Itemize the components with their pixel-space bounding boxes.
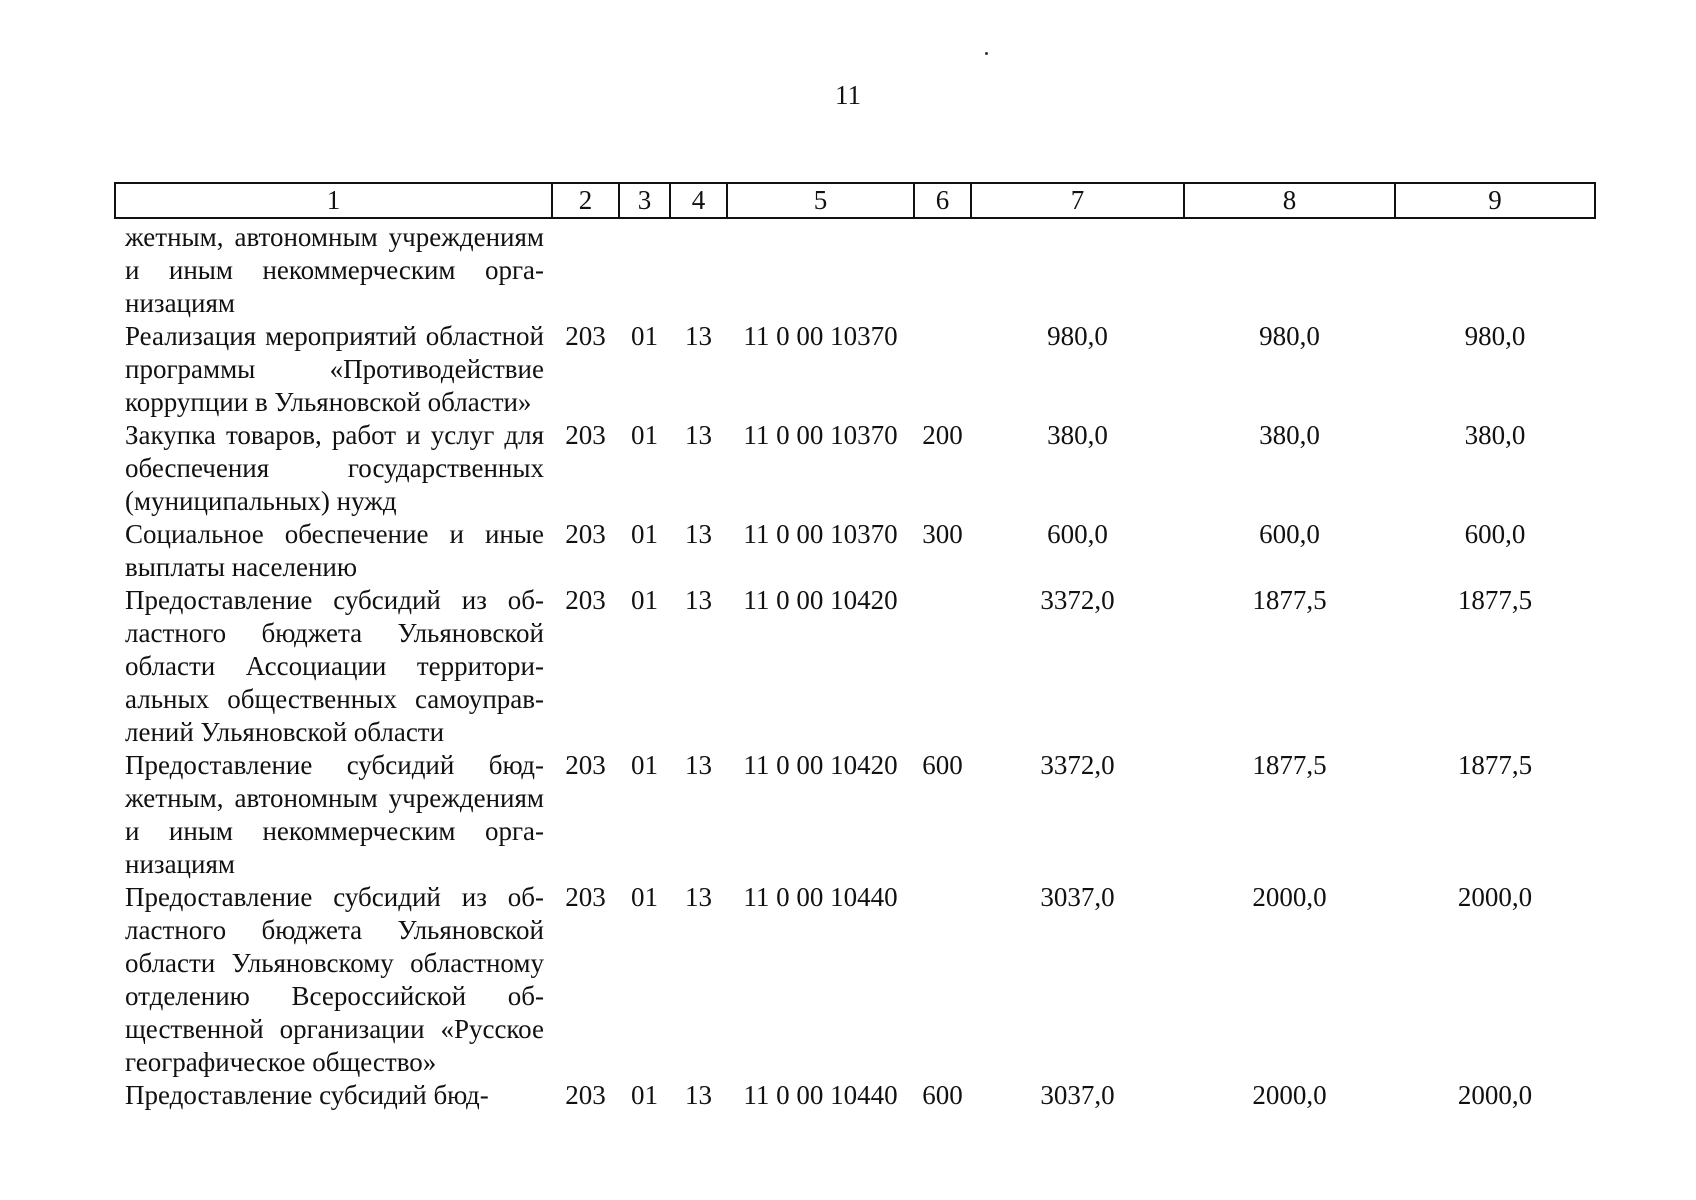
row-description: Предоставление субсидий бюд- [125,1080,489,1110]
table-body [115,218,1595,1112]
table-row [115,749,1595,881]
row-ministry-code [552,218,619,320]
row-amount-col8: 2000,0 [1252,882,1327,912]
row-expense-type [914,584,971,749]
row-amount-col7: 3037,0 [1040,1080,1115,1110]
row-expense-type: 300 [922,519,963,549]
page-number: 11 [835,80,861,110]
column-header-1: 1 [115,183,552,218]
row-subsection-code [670,218,727,320]
header-row [115,183,1595,218]
row-description: жетным, автономным учреждениям и иным некоммерческим организациям [125,222,544,318]
row-subsection-code: 13 [685,1080,712,1110]
column-header-7: 7 [971,183,1184,218]
row-amount-col8 [1184,218,1395,320]
table-row [115,320,1595,419]
row-description: Предоставление субсидий из областного бюджета Ульяновской области Ассоциации территориальных общественных самоуправлений Ульяновской области [125,585,544,747]
table-row [115,881,1595,1079]
row-section-code: 01 [631,1080,658,1110]
row-expense-type [914,320,971,419]
row-amount-col7: 3372,0 [1040,585,1115,615]
row-amount-col9: 600,0 [1464,519,1526,549]
row-amount-col7: 600,0 [1047,519,1108,549]
row-ministry-code: 203 [565,585,606,615]
row-subsection-code: 13 [685,750,712,780]
column-header-2: 2 [552,183,619,218]
row-description: Закупка товаров, работ и услуг для обеспечения государственных (муниципальных) нужд [125,420,544,516]
row-subsection-code: 13 [685,585,712,615]
row-amount-col9: 380,0 [1464,420,1526,450]
row-amount-col8: 380,0 [1259,420,1320,450]
row-subsection-code: 13 [685,519,712,549]
row-target-article: 11 0 00 10370 [743,321,898,351]
scan-speck [985,52,988,55]
row-expense-type: 200 [922,420,963,450]
table-header [115,183,1595,218]
row-amount-col8: 600,0 [1259,519,1320,549]
row-amount-col7: 980,0 [1047,321,1108,351]
row-section-code: 01 [631,420,658,450]
row-section-code: 01 [631,585,658,615]
row-subsection-code: 13 [685,882,712,912]
row-section-code: 01 [631,882,658,912]
row-amount-col8: 980,0 [1259,321,1320,351]
row-ministry-code: 203 [565,321,606,351]
row-amount-col9: 2000,0 [1457,882,1533,912]
table-row [115,584,1595,749]
budget-table [114,182,1596,1112]
row-amount-col9: 1877,5 [1457,585,1533,615]
row-target-article: 11 0 00 10440 [743,882,898,912]
row-amount-col9 [1395,218,1595,320]
column-header-8: 8 [1184,183,1395,218]
row-amount-col7: 3037,0 [1040,882,1115,912]
row-section-code: 01 [631,750,658,780]
row-expense-type [914,881,971,1079]
row-section-code: 01 [631,321,658,351]
row-amount-col9: 980,0 [1464,321,1526,351]
row-description: Предоставление субсидий бюджетным, автономным учреждениям и иным некоммерческим организациям [125,750,544,879]
row-amount-col8: 1877,5 [1252,585,1327,615]
row-target-article [727,218,914,320]
row-subsection-code: 13 [685,420,712,450]
row-ministry-code: 203 [565,882,606,912]
column-header-5: 5 [727,183,914,218]
row-description: Социальное обеспечение и иные выплаты населению [125,519,544,582]
row-target-article: 11 0 00 10370 [743,420,898,450]
row-amount-col8: 2000,0 [1252,1080,1327,1110]
table-row [115,518,1595,584]
row-target-article: 11 0 00 10420 [743,750,898,780]
row-target-article: 11 0 00 10370 [743,519,898,549]
row-amount-col7 [971,218,1184,320]
row-section-code: 01 [631,519,658,549]
row-description: Предоставление субсидий из областного бюджета Ульяновской области Ульяновскому областному отделению Всероссийской общественной организации «Русское географическое общество» [125,882,544,1077]
column-header-6: 6 [914,183,971,218]
row-target-article: 11 0 00 10440 [743,1080,898,1110]
table-row [115,419,1595,518]
table-row [115,1079,1595,1112]
column-header-9: 9 [1395,183,1595,218]
row-ministry-code: 203 [565,1080,606,1110]
row-target-article: 11 0 00 10420 [743,585,898,615]
row-amount-col7: 3372,0 [1040,750,1115,780]
table-row [115,218,1595,320]
row-expense-type [914,218,971,320]
row-ministry-code: 203 [565,519,606,549]
row-description: Реализация мероприятий областной программы «Противодействие коррупции в Ульяновской области» [125,321,544,417]
row-ministry-code: 203 [565,750,606,780]
column-header-4: 4 [670,183,727,218]
row-subsection-code: 13 [685,321,712,351]
row-ministry-code: 203 [565,420,606,450]
row-expense-type: 600 [922,1080,963,1110]
row-expense-type: 600 [922,750,963,780]
column-header-3: 3 [619,183,670,218]
row-amount-col9: 1877,5 [1457,750,1533,780]
row-amount-col9: 2000,0 [1457,1080,1533,1110]
row-section-code [619,218,670,320]
row-amount-col7: 380,0 [1047,420,1108,450]
row-amount-col8: 1877,5 [1252,750,1327,780]
